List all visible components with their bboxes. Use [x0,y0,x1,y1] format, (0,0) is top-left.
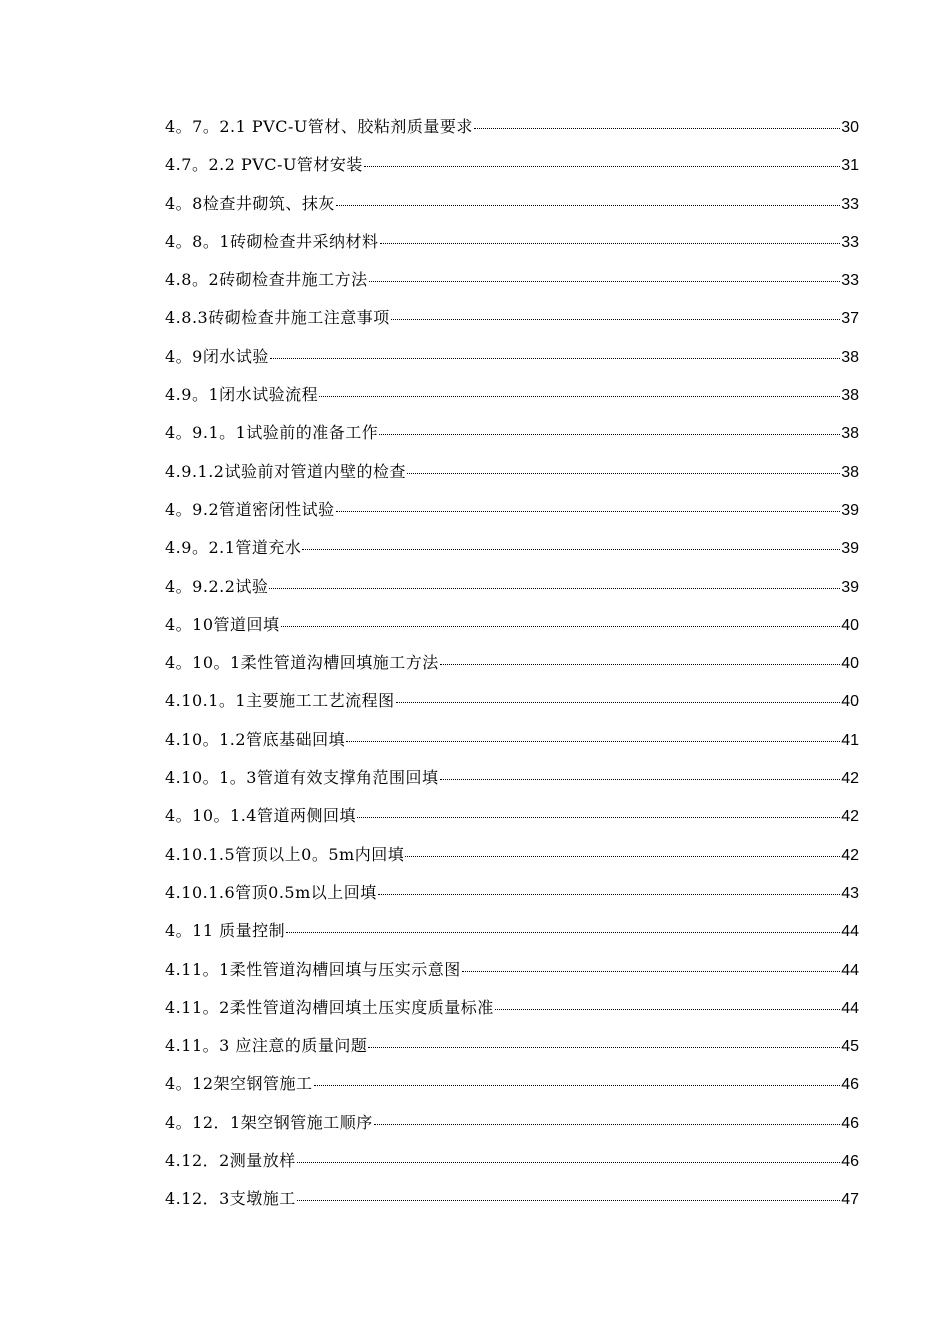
toc-entry[interactable] [165,229,859,267]
toc-entry[interactable] [165,957,859,995]
toc-entry-title: 4。10管道回填 [165,614,280,634]
toc-entry-page-number: 30 [841,119,859,136]
toc-dot-leader [302,549,840,550]
toc-entry[interactable] [165,1110,859,1148]
toc-entry[interactable] [165,995,859,1033]
toc-entry[interactable] [165,191,859,229]
toc-entry-page-number: 44 [841,999,859,1017]
toc-entry[interactable] [165,918,859,956]
toc-dot-leader [336,511,841,512]
toc-entry[interactable] [165,535,859,573]
toc-entry-page-number: 39 [841,540,859,558]
toc-entry[interactable] [165,459,859,497]
toc-entry-page-number: 46 [841,1114,859,1132]
toc-entry[interactable] [165,880,859,918]
toc-entry-page-number: 45 [841,1038,859,1056]
toc-entry-page-number: 39 [841,501,859,519]
toc-entry-page-number: 47 [841,1191,859,1209]
toc-dot-leader [357,817,840,818]
toc-dot-leader [405,856,840,857]
toc-entry-title: 4。9.2管道密闭性试验 [165,499,335,519]
table-of-contents [165,114,859,1225]
toc-dot-leader [380,243,841,244]
toc-entry[interactable] [165,344,859,382]
toc-dot-leader [495,1009,840,1010]
toc-entry-page-number: 46 [841,1153,859,1171]
toc-entry[interactable] [165,842,859,880]
toc-entry-title: 4.8.3砖砌检查井施工注意事项 [165,308,390,328]
toc-dot-leader [474,128,840,129]
toc-entry[interactable] [165,727,859,765]
toc-entry-title: 4.11。2柔性管道沟槽回填土压实度质量标准 [165,997,494,1017]
toc-entry-title: 4。11 质量控制 [165,921,286,941]
toc-dot-leader [440,664,840,665]
toc-entry[interactable] [165,114,859,152]
toc-entry-title: 4.10。1。3管道有效支撑角范围回填 [165,768,439,788]
toc-entry[interactable] [165,497,859,535]
toc-entry-title: 4.7。2.2 PVC-U管材安装 [165,155,363,175]
toc-entry-page-number: 40 [841,616,859,634]
toc-entry-page-number: 38 [841,463,859,481]
toc-entry[interactable] [165,1071,859,1109]
toc-entry-title: 4.12．2测量放样 [165,1151,296,1171]
toc-entry-page-number: 37 [841,310,859,328]
toc-entry[interactable] [165,305,859,343]
toc-dot-leader [314,1085,841,1086]
toc-entry[interactable] [165,650,859,688]
toc-dot-leader [368,1047,840,1048]
toc-entry[interactable] [165,1148,859,1186]
toc-dot-leader [297,1200,840,1201]
toc-dot-leader [462,971,840,972]
toc-entry[interactable] [165,420,859,458]
toc-entry-page-number: 38 [841,387,859,405]
toc-dot-leader [369,281,841,282]
toc-dot-leader [346,741,840,742]
toc-dot-leader [286,932,840,933]
toc-dot-leader [281,626,841,627]
toc-dot-leader [407,473,840,474]
toc-dot-leader [391,319,840,320]
toc-entry-page-number: 42 [841,808,859,826]
toc-entry-page-number: 41 [841,731,859,749]
toc-entry-page-number: 44 [841,923,859,941]
toc-dot-leader [269,588,840,589]
toc-entry-title: 4.9.1.2试验前对管道内壁的检查 [165,461,406,481]
toc-entry[interactable] [165,688,859,726]
toc-dot-leader [379,434,840,435]
toc-entry[interactable] [165,382,859,420]
toc-entry-title: 4。9.1。1试验前的准备工作 [165,423,379,443]
toc-entry-page-number: 40 [841,693,859,711]
toc-dot-leader [364,166,840,167]
toc-entry[interactable] [165,267,859,305]
toc-entry-title: 4.8。2砖砌检查井施工方法 [165,270,368,290]
toc-entry-page-number: 31 [841,157,859,175]
toc-entry-title: 4。9闭水试验 [165,346,269,366]
toc-entry-page-number: 33 [841,272,859,290]
toc-entry-title: 4。8检查井砌筑、抹灰 [165,193,335,213]
toc-entry-title: 4。12．1架空钢管施工顺序 [165,1112,373,1132]
toc-entry-title: 4。7。2.1 PVC-U管材、胶粘剂质量要求 [165,117,473,136]
toc-dot-leader [374,1124,840,1125]
toc-entry-title: 4.9。1闭水试验流程 [165,385,319,405]
toc-dot-leader [319,396,840,397]
toc-entry[interactable] [165,574,859,612]
toc-entry-title: 4.11。3 应注意的质量问题 [165,1036,368,1056]
toc-entry-page-number: 39 [841,578,859,596]
toc-entry[interactable] [165,1186,859,1224]
toc-entry-title: 4.9。2.1管道充水 [165,538,302,558]
toc-entry[interactable] [165,1033,859,1071]
toc-entry-page-number: 33 [841,195,859,213]
toc-entry[interactable] [165,152,859,190]
toc-entry-title: 4。10。1柔性管道沟槽回填施工方法 [165,653,439,673]
toc-entry-title: 4。8。1砖砌检查井采纳材料 [165,231,379,251]
toc-dot-leader [440,779,841,780]
toc-entry-title: 4.10.1。1主要施工工艺流程图 [165,691,395,711]
toc-dot-leader [270,358,840,359]
toc-entry-title: 4.11。1柔性管道沟槽回填与压实示意图 [165,959,461,979]
toc-entry-page-number: 46 [841,1076,859,1094]
toc-entry[interactable] [165,765,859,803]
toc-entry-title: 4.12．3支墩施工 [165,1189,296,1209]
toc-entry-page-number: 40 [841,655,859,673]
toc-entry[interactable] [165,612,859,650]
toc-dot-leader [396,702,841,703]
toc-entry-title: 4.10。1.2管底基础回填 [165,729,346,749]
toc-entry-page-number: 38 [841,425,859,443]
toc-entry-page-number: 38 [841,348,859,366]
toc-dot-leader [297,1162,840,1163]
toc-entry-title: 4.10.1.5管顶以上0。5m内回填 [165,844,405,864]
toc-entry-page-number: 33 [841,233,859,251]
toc-entry-page-number: 43 [841,884,859,902]
toc-entry[interactable] [165,803,859,841]
toc-entry-page-number: 42 [841,770,859,788]
toc-entry-title: 4。12架空钢管施工 [165,1074,313,1094]
toc-entry-page-number: 42 [841,846,859,864]
toc-dot-leader [336,205,840,206]
toc-entry-title: 4。10。1.4管道两侧回填 [165,806,356,826]
toc-entry-page-number: 44 [841,961,859,979]
toc-entry-title: 4.10.1.6管顶0.5m以上回填 [165,882,377,902]
toc-dot-leader [378,894,840,895]
toc-entry-title: 4。9.2.2试验 [165,576,269,596]
